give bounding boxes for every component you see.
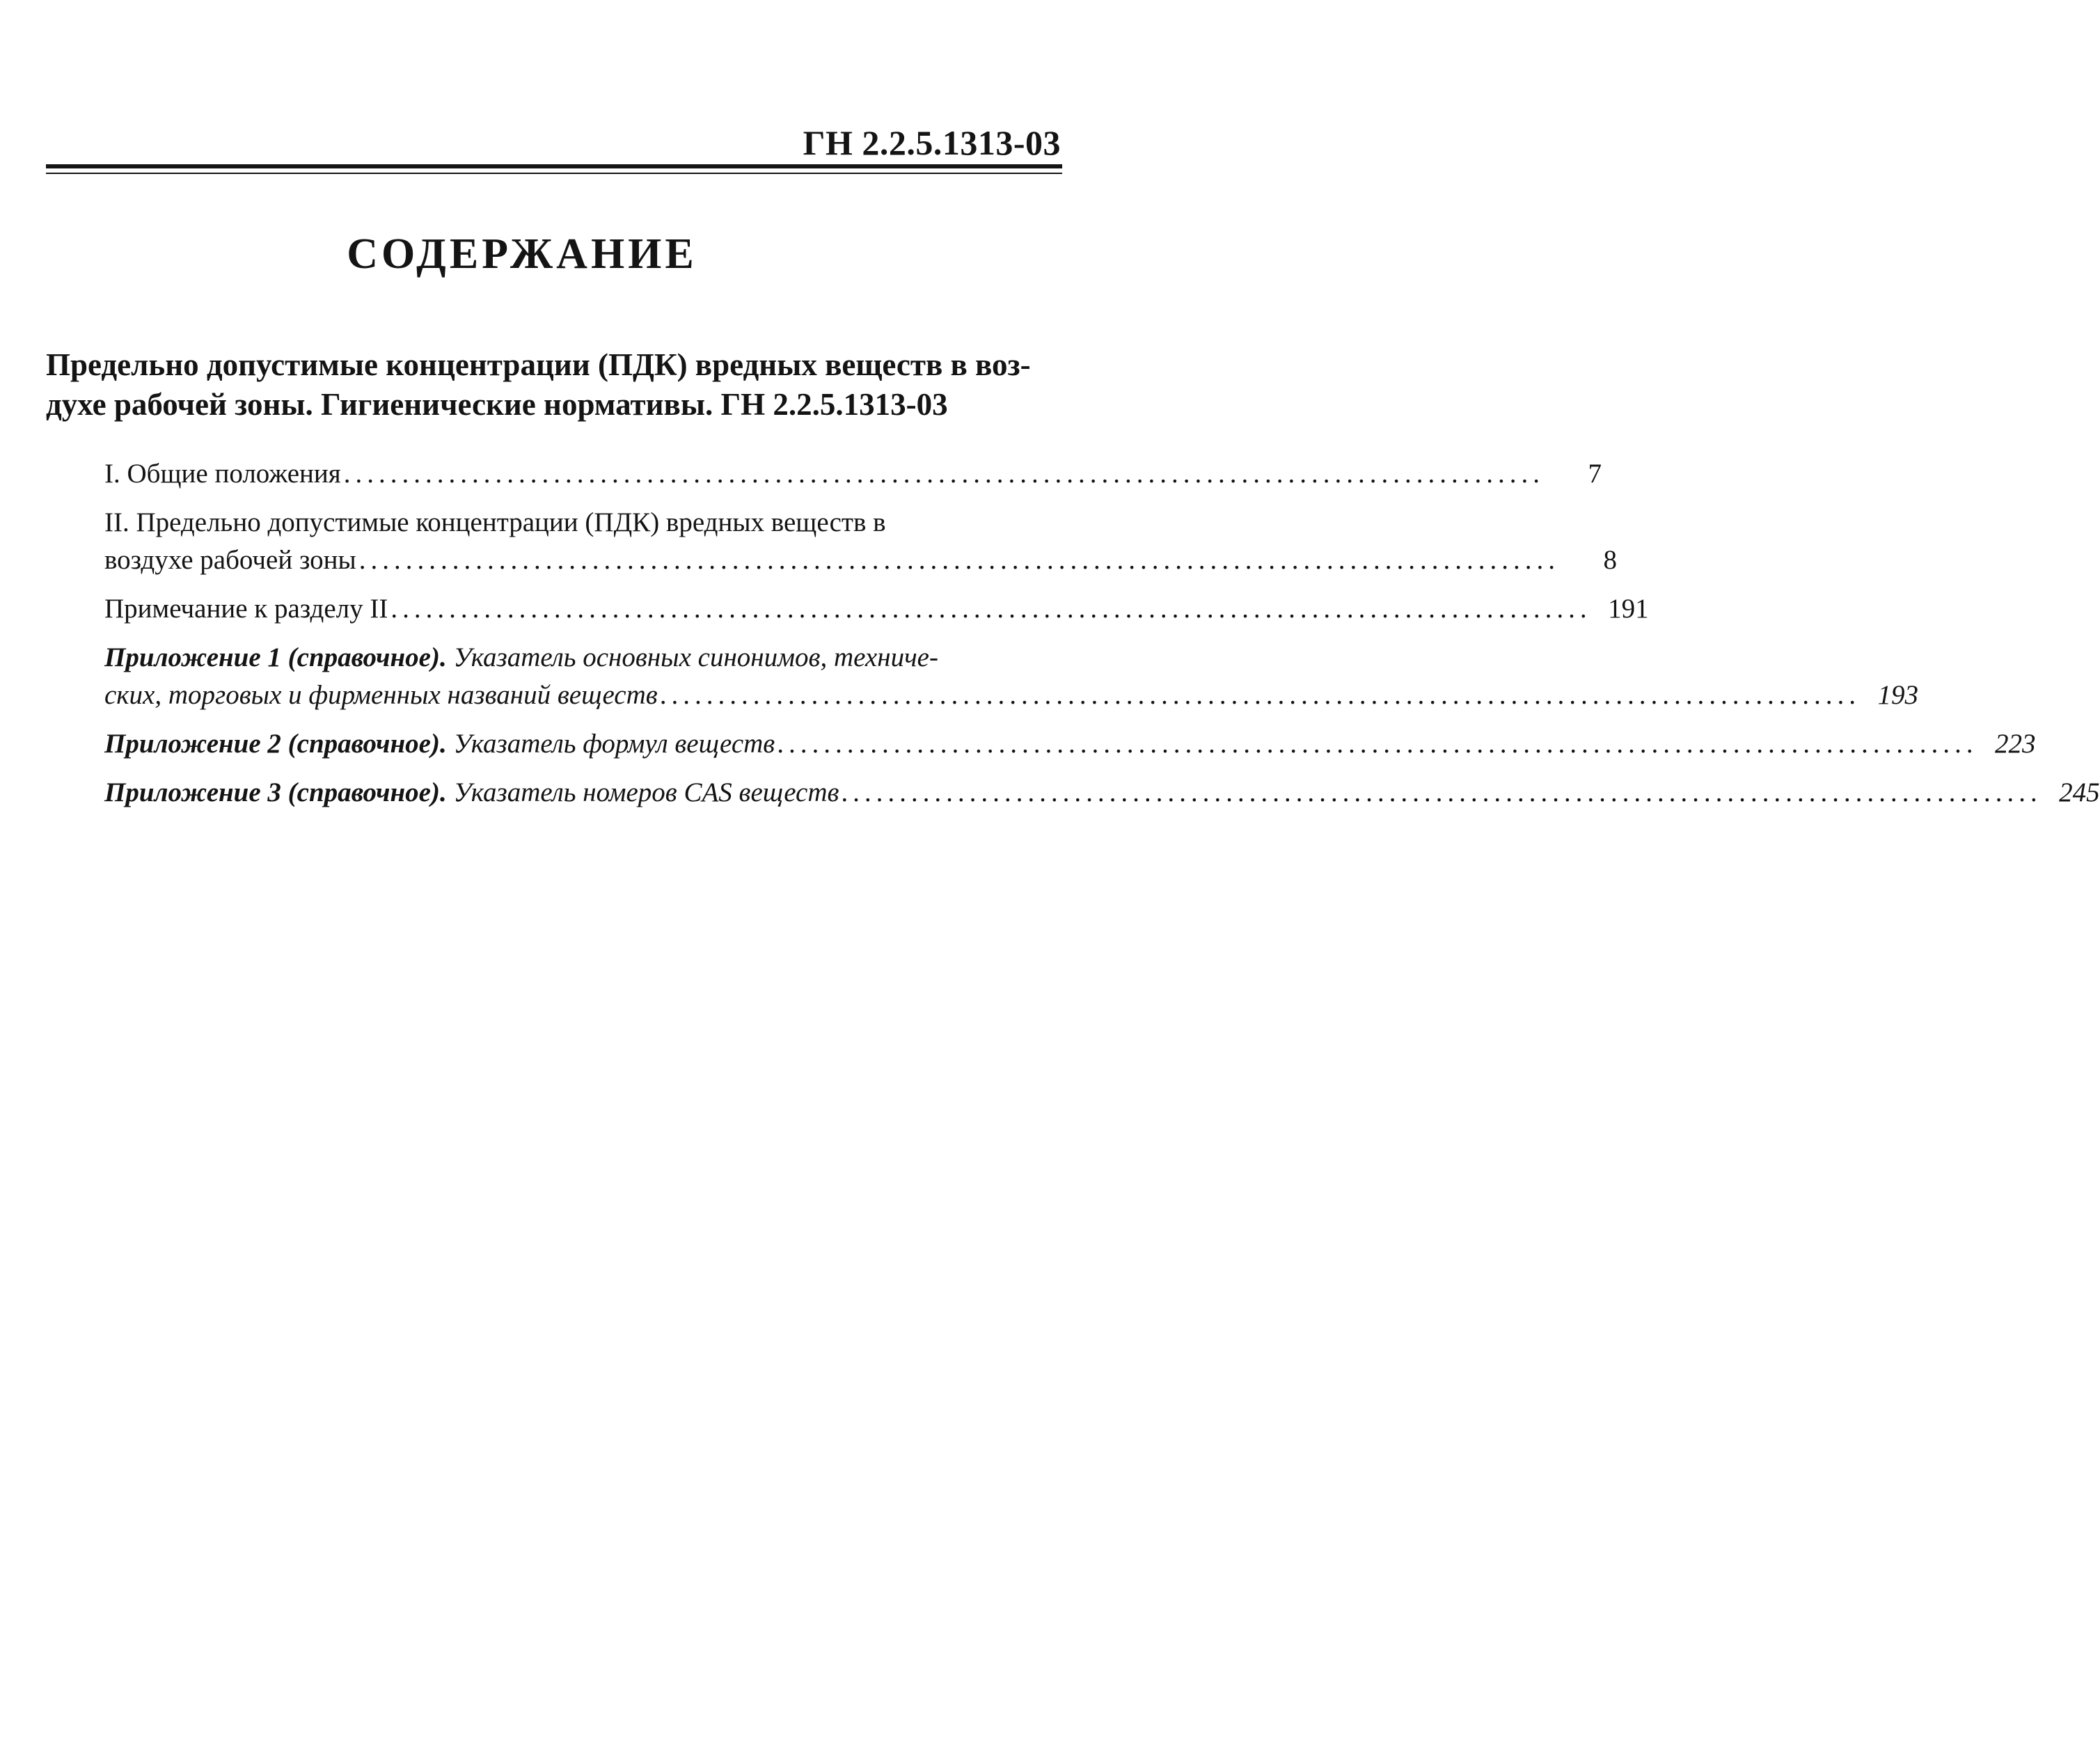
toc-list: [104, 455, 2100, 812]
document-title: [46, 345, 1062, 425]
document-code: ГН 2.2.5.1313-03: [803, 123, 1061, 162]
toc-entry-text-line-1: Указатель основных синонимов, техниче-: [453, 642, 938, 672]
header-rule-thick: [46, 164, 1062, 168]
toc-entry-page: 193: [1877, 680, 1918, 710]
toc-entry-appendix-2[interactable]: [104, 725, 2036, 763]
toc-entry-text-line-2: ских, торговых и фирменных названий веществ: [104, 680, 658, 710]
toc-heading: СОДЕРЖАНИЕ: [347, 230, 697, 278]
toc-entry-appendix-3[interactable]: [104, 774, 2100, 812]
dot-leader: .......................................................................................................: [390, 594, 1592, 624]
dot-leader: .......................................................................................................: [358, 545, 1560, 575]
toc-entry-text: Указатель формул веществ: [453, 729, 775, 759]
toc-entry-page: 223: [1994, 729, 2036, 759]
document-title-line-1: Предельно допустимые концентрации (ПДК) вредных веществ в воз-: [46, 347, 1031, 382]
header-rule-thin: [46, 173, 1062, 174]
toc-entry-text: Указатель номеров CAS веществ: [453, 777, 839, 807]
toc-entry-general-provisions[interactable]: [104, 455, 1602, 493]
toc-entry-appendix-1[interactable]: [104, 639, 1918, 714]
toc-entry-label: Приложение 2 (справочное).: [104, 729, 447, 759]
toc-entry-note-section-ii[interactable]: [104, 590, 1649, 628]
toc-entry-text-line-2: воздухе рабочей зоны: [104, 545, 356, 575]
toc-entry-page: 245: [2059, 777, 2100, 807]
dot-leader: .......................................................................................................: [842, 777, 2043, 807]
toc-entry-label: Приложение 3 (справочное).: [104, 777, 447, 807]
toc-entry-page: 7: [1588, 459, 1602, 489]
toc-entry-label: Приложение 1 (справочное).: [104, 642, 447, 672]
toc-entry-text: Примечание к разделу II: [104, 594, 388, 624]
toc-entry-text-line-1: II. Предельно допустимые концентрации (ПДК) вредных веществ в: [104, 507, 886, 537]
toc-entry-mac-section[interactable]: [104, 504, 1617, 579]
dot-leader: .......................................................................................................: [660, 680, 1861, 710]
toc-entry-page: 191: [1608, 594, 1649, 624]
toc-entry-text: I. Общие положения: [104, 459, 341, 489]
dot-leader: .......................................................................................................: [777, 729, 1979, 759]
toc-entry-page: 8: [1603, 545, 1617, 575]
dot-leader: .......................................................................................................: [343, 459, 1545, 489]
document-title-line-2: духе рабочей зоны. Гигиенические нормативы. ГН 2.2.5.1313-03: [46, 387, 948, 422]
